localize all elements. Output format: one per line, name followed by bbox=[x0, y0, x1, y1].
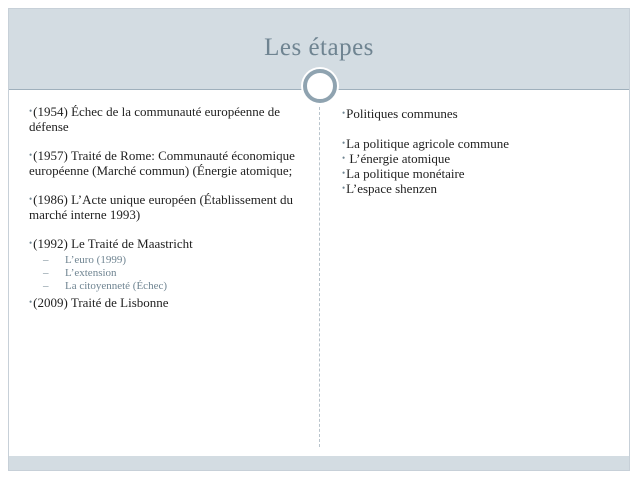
list-item-text: L’espace shenzen bbox=[346, 181, 437, 196]
list-item bbox=[342, 136, 622, 151]
column-divider bbox=[319, 107, 320, 447]
title-circle-ornament bbox=[303, 69, 337, 103]
list-item bbox=[29, 192, 309, 222]
bullet-icon: • bbox=[342, 183, 346, 193]
bullet-icon: • bbox=[342, 168, 346, 178]
list-item-text: (2009) Traité de Lisbonne bbox=[33, 295, 169, 310]
sub-list-item: – L’euro (1999) bbox=[43, 254, 126, 266]
dash-icon: – bbox=[43, 267, 49, 279]
dash-icon: – bbox=[43, 280, 49, 292]
list-item bbox=[342, 181, 622, 196]
bullet-icon: • bbox=[29, 297, 33, 307]
slide bbox=[8, 8, 630, 471]
footer-band bbox=[9, 456, 629, 470]
list-item-text: La politique agricole commune bbox=[346, 136, 509, 151]
list-item-text: (1957) Traité de Rome: Communauté économique européenne (Marché commun) (Énergie atomique; bbox=[29, 148, 295, 178]
slide-title: Les étapes bbox=[264, 34, 374, 61]
list-item-text: Politiques communes bbox=[346, 106, 458, 121]
list-item-text: La politique monétaire bbox=[346, 166, 465, 181]
bullet-icon: • bbox=[342, 108, 346, 118]
list-item bbox=[342, 151, 622, 166]
right-column bbox=[342, 106, 622, 196]
list-item bbox=[342, 106, 622, 121]
bullet-icon: • bbox=[342, 153, 346, 163]
list-item-text: (1954) Échec de la communauté européenne de défense bbox=[29, 104, 281, 134]
list-item bbox=[29, 148, 309, 178]
sub-list-item: – L’extension bbox=[43, 267, 117, 279]
bullet-icon: • bbox=[29, 194, 33, 204]
bullet-icon: • bbox=[342, 138, 346, 148]
bullet-icon: • bbox=[29, 150, 33, 160]
bullet-icon: • bbox=[29, 238, 33, 248]
left-column bbox=[29, 104, 309, 324]
sub-list bbox=[43, 254, 309, 293]
list-item bbox=[29, 104, 309, 134]
list-item bbox=[29, 236, 309, 293]
dash-icon: – bbox=[43, 254, 49, 266]
list-item bbox=[29, 295, 309, 310]
list-item-text: L’énergie atomique bbox=[346, 151, 451, 166]
list-item bbox=[342, 166, 622, 181]
bullet-icon: • bbox=[29, 106, 33, 116]
list-item-text: (1992) Le Traité de Maastricht bbox=[33, 236, 193, 251]
sub-list-item: – La citoyenneté (Échec) bbox=[43, 280, 167, 292]
list-item-text: (1986) L’Acte unique européen (Établissement du marché interne 1993) bbox=[29, 192, 293, 222]
